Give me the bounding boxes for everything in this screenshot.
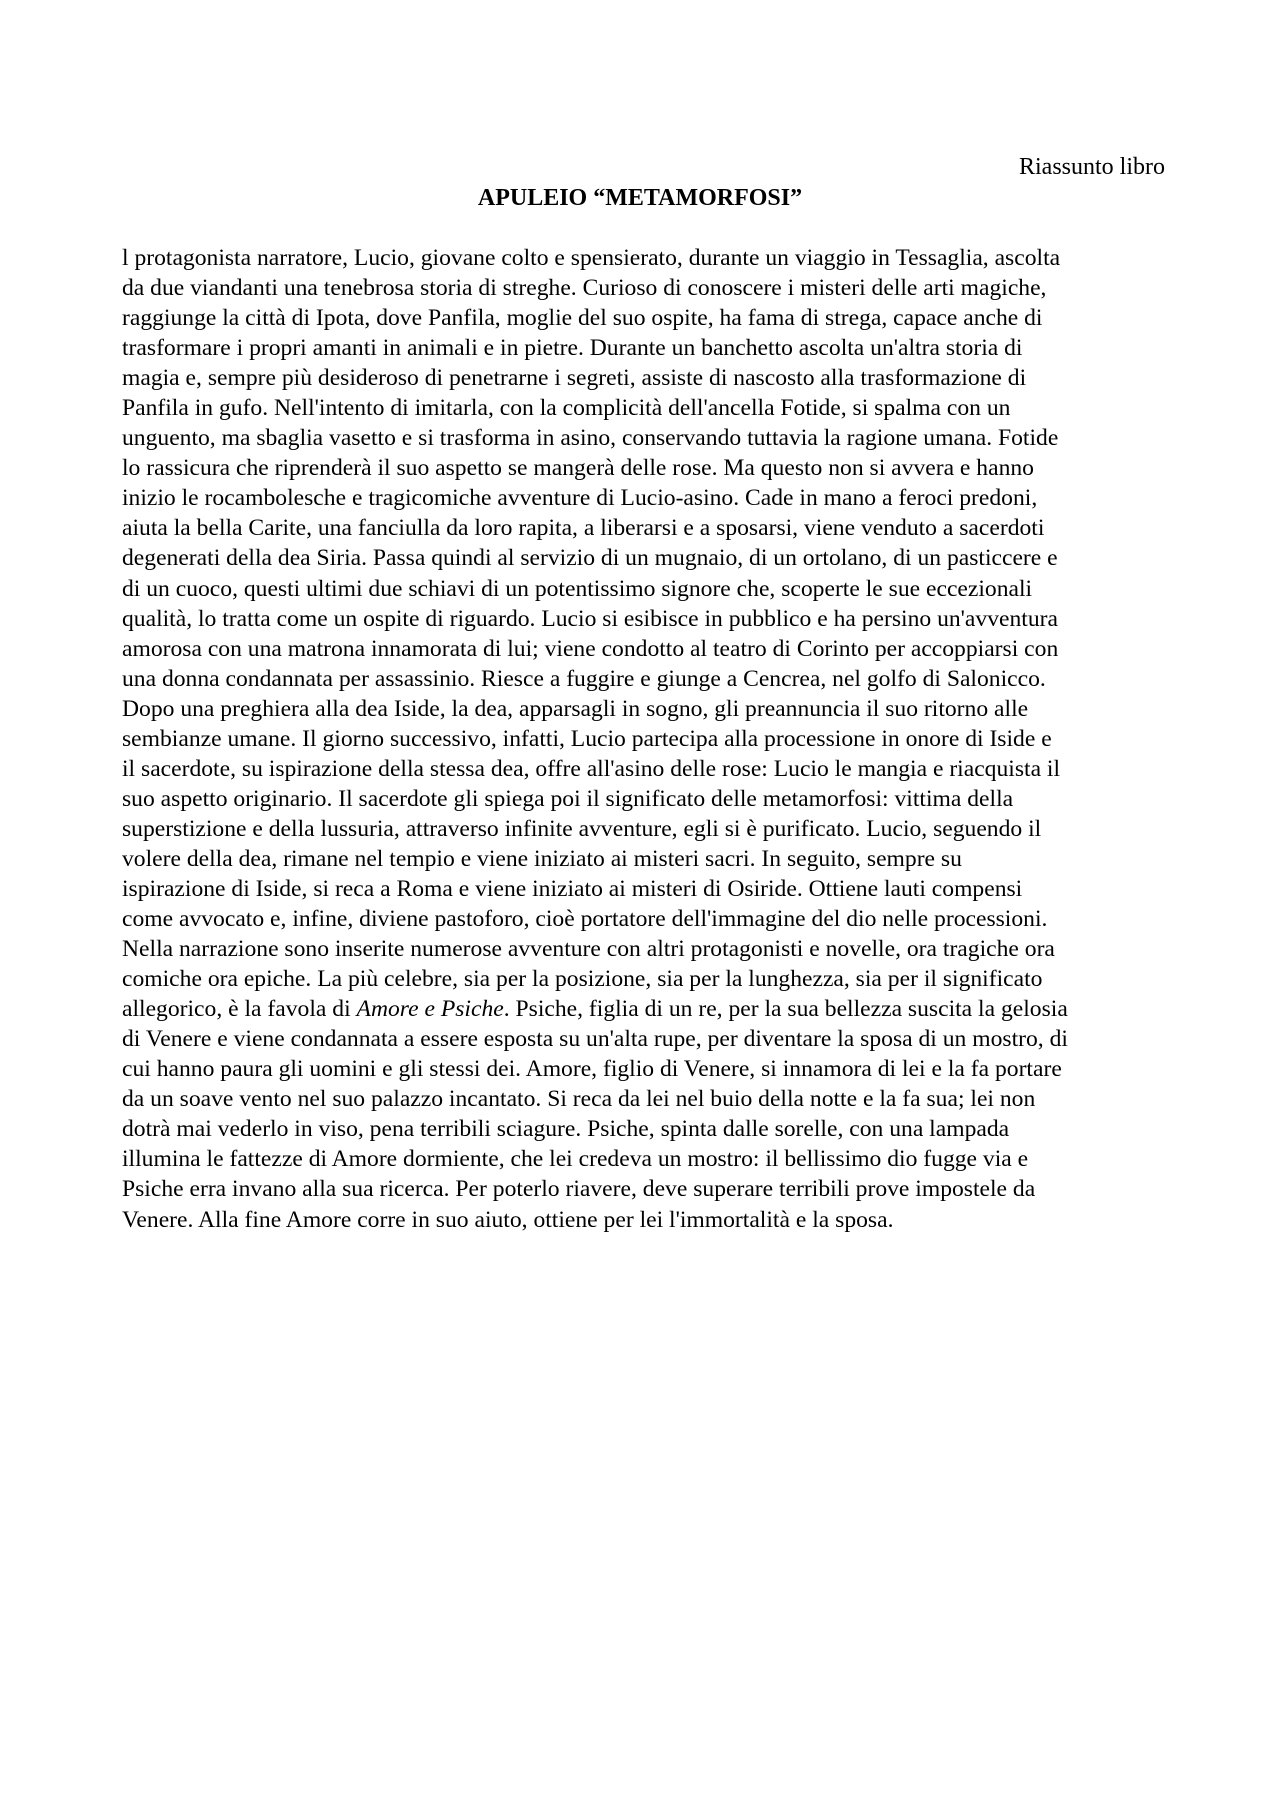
paragraph-line: volere della dea, rimane nel tempio e viene iniziato ai misteri sacri. In seguito, sempre su	[122, 845, 962, 872]
paragraph-line: degenerati della dea Siria. Passa quindi al servizio di un mugnaio, di un ortolano, di un pasticcere e	[122, 545, 1058, 572]
paragraph-line: aiuta la bella Carite, una fanciulla da loro rapita, a liberarsi e a sposarsi, viene venduto a sacerdoti	[122, 515, 1045, 542]
summary-paragraph	[122, 243, 1168, 1235]
paragraph-line: una donna condannata per assassinio. Riesce a fuggire e giunge a Cencrea, nel golfo di Salonicco.	[122, 665, 1046, 692]
document-label: Riassunto libro	[1018, 154, 1165, 180]
paragraph-lines-end	[122, 1024, 1168, 1234]
paragraph-line: dotrà mai vederlo in viso, pena terribili sciagure. Psiche, spinta dalle sorelle, con una lampada	[122, 1116, 1010, 1143]
paragraph-line: inizio le rocambolesche e tragicomiche avventure di Lucio-asino. Cade in mano a feroci predoni,	[122, 485, 1038, 512]
paragraph-line: unguento, ma sbaglia vasetto e si trasforma in asino, conservando tuttavia la ragione umana. Fotide	[122, 425, 1059, 452]
paragraph-line: Nella narrazione sono inserite numerose avventure con altri protagonisti e novelle, ora tragiche ora	[122, 936, 1055, 963]
paragraph-line-italic	[122, 994, 1168, 1024]
paragraph-line: di un cuoco, questi ultimi due schiavi di un potentissimo signore che, scoperte le sue eccezionali	[122, 575, 1033, 602]
paragraph-line: comiche ora epiche. La più celebre, sia per la posizione, sia per la lunghezza, sia per il significato	[122, 966, 1043, 993]
paragraph-line: l protagonista narratore, Lucio, giovane colto e spensierato, durante un viaggio in Tessaglia, ascolta	[122, 245, 1061, 271]
paragraph-line: sembianze umane. Il giorno successivo, infatti, Lucio partecipa alla processione in onore di Iside e	[122, 725, 1052, 752]
paragraph-line: il sacerdote, su ispirazione della stessa dea, offre all'asino delle rose: Lucio le mangia e riacquista il	[122, 755, 1061, 782]
paragraph-line: Panfila in gufo. Nell'intento di imitarla, con la complicità dell'ancella Fotide, si spalma con un	[122, 395, 1011, 422]
paragraph-line: Venere. Alla fine Amore corre in suo aiuto, ottiene per lei l'immortalità e la sposa.	[122, 1206, 894, 1233]
paragraph-line: come avvocato e, infine, diviene pastoforo, cioè portatore dell'immagine del dio nelle processioni.	[122, 906, 1048, 933]
paragraph-line: da un soave vento nel suo palazzo incantato. Si reca da lei nel buio della notte e la fa sua; lei non	[122, 1086, 1036, 1113]
paragraph-lines-start	[122, 243, 1168, 994]
text-run: . Psiche, figlia di un re, per la sua bellezza suscita la gelosia	[503, 996, 1068, 1023]
paragraph-line: trasformare i propri amanti in animali e in pietre. Durante un banchetto ascolta un'altra storia di	[122, 335, 1023, 362]
paragraph-line: superstizione e della lussuria, attraverso infinite avventure, egli si è purificato. Lucio, seguendo il	[122, 815, 1042, 842]
paragraph-line: illumina le fattezze di Amore dormiente, che lei credeva un mostro: il bellissimo dio fugge via e	[122, 1146, 1029, 1173]
paragraph-line: di Venere e viene condannata a essere esposta su un'alta rupe, per diventare la sposa di un mostro, di	[122, 1026, 1068, 1053]
paragraph-line: magia e, sempre più desideroso di penetrarne i segreti, assiste di nascosto alla trasformazione di	[122, 365, 1027, 392]
paragraph-line: lo rassicura che riprenderà il suo aspetto se mangerà delle rose. Ma questo non si avvera e hanno	[122, 455, 1034, 482]
italic-title-amore-e-psiche: Amore e Psiche	[356, 996, 504, 1023]
paragraph-line: Dopo una preghiera alla dea Iside, la dea, apparsagli in sogno, gli preannuncia il suo ritorno alle	[122, 695, 1029, 722]
paragraph-line: Psiche erra invano alla sua ricerca. Per poterlo riavere, deve superare terribili prove impostele da	[122, 1176, 1036, 1203]
paragraph-line: qualità, lo tratta come un ospite di riguardo. Lucio si esibisce in pubblico e ha persino un'avventura	[122, 605, 1058, 632]
page-title: APULEIO “METAMORFOSI”	[477, 185, 803, 211]
paragraph-line: ispirazione di Iside, si reca a Roma e viene iniziato ai misteri di Osiride. Ottiene lauti compensi	[122, 875, 1023, 902]
paragraph-line: amorosa con una matrona innamorata di lui; viene condotto al teatro di Corinto per accoppiarsi con	[122, 635, 1059, 662]
paragraph-line: cui hanno paura gli uomini e gli stessi dei. Amore, figlio di Venere, si innamora di lei e la fa portare	[122, 1056, 1062, 1083]
text-run: allegorico, è la favola di	[122, 996, 357, 1023]
paragraph-line: raggiunge la città di Ipota, dove Panfila, moglie del suo ospite, ha fama di strega, capace anche di	[122, 305, 1043, 332]
paragraph-line: da due viandanti una tenebrosa storia di streghe. Curioso di conoscere i misteri delle arti magiche,	[122, 275, 1047, 302]
paragraph-line: suo aspetto originario. Il sacerdote gli spiega poi il significato delle metamorfosi: vittima della	[122, 785, 1014, 812]
